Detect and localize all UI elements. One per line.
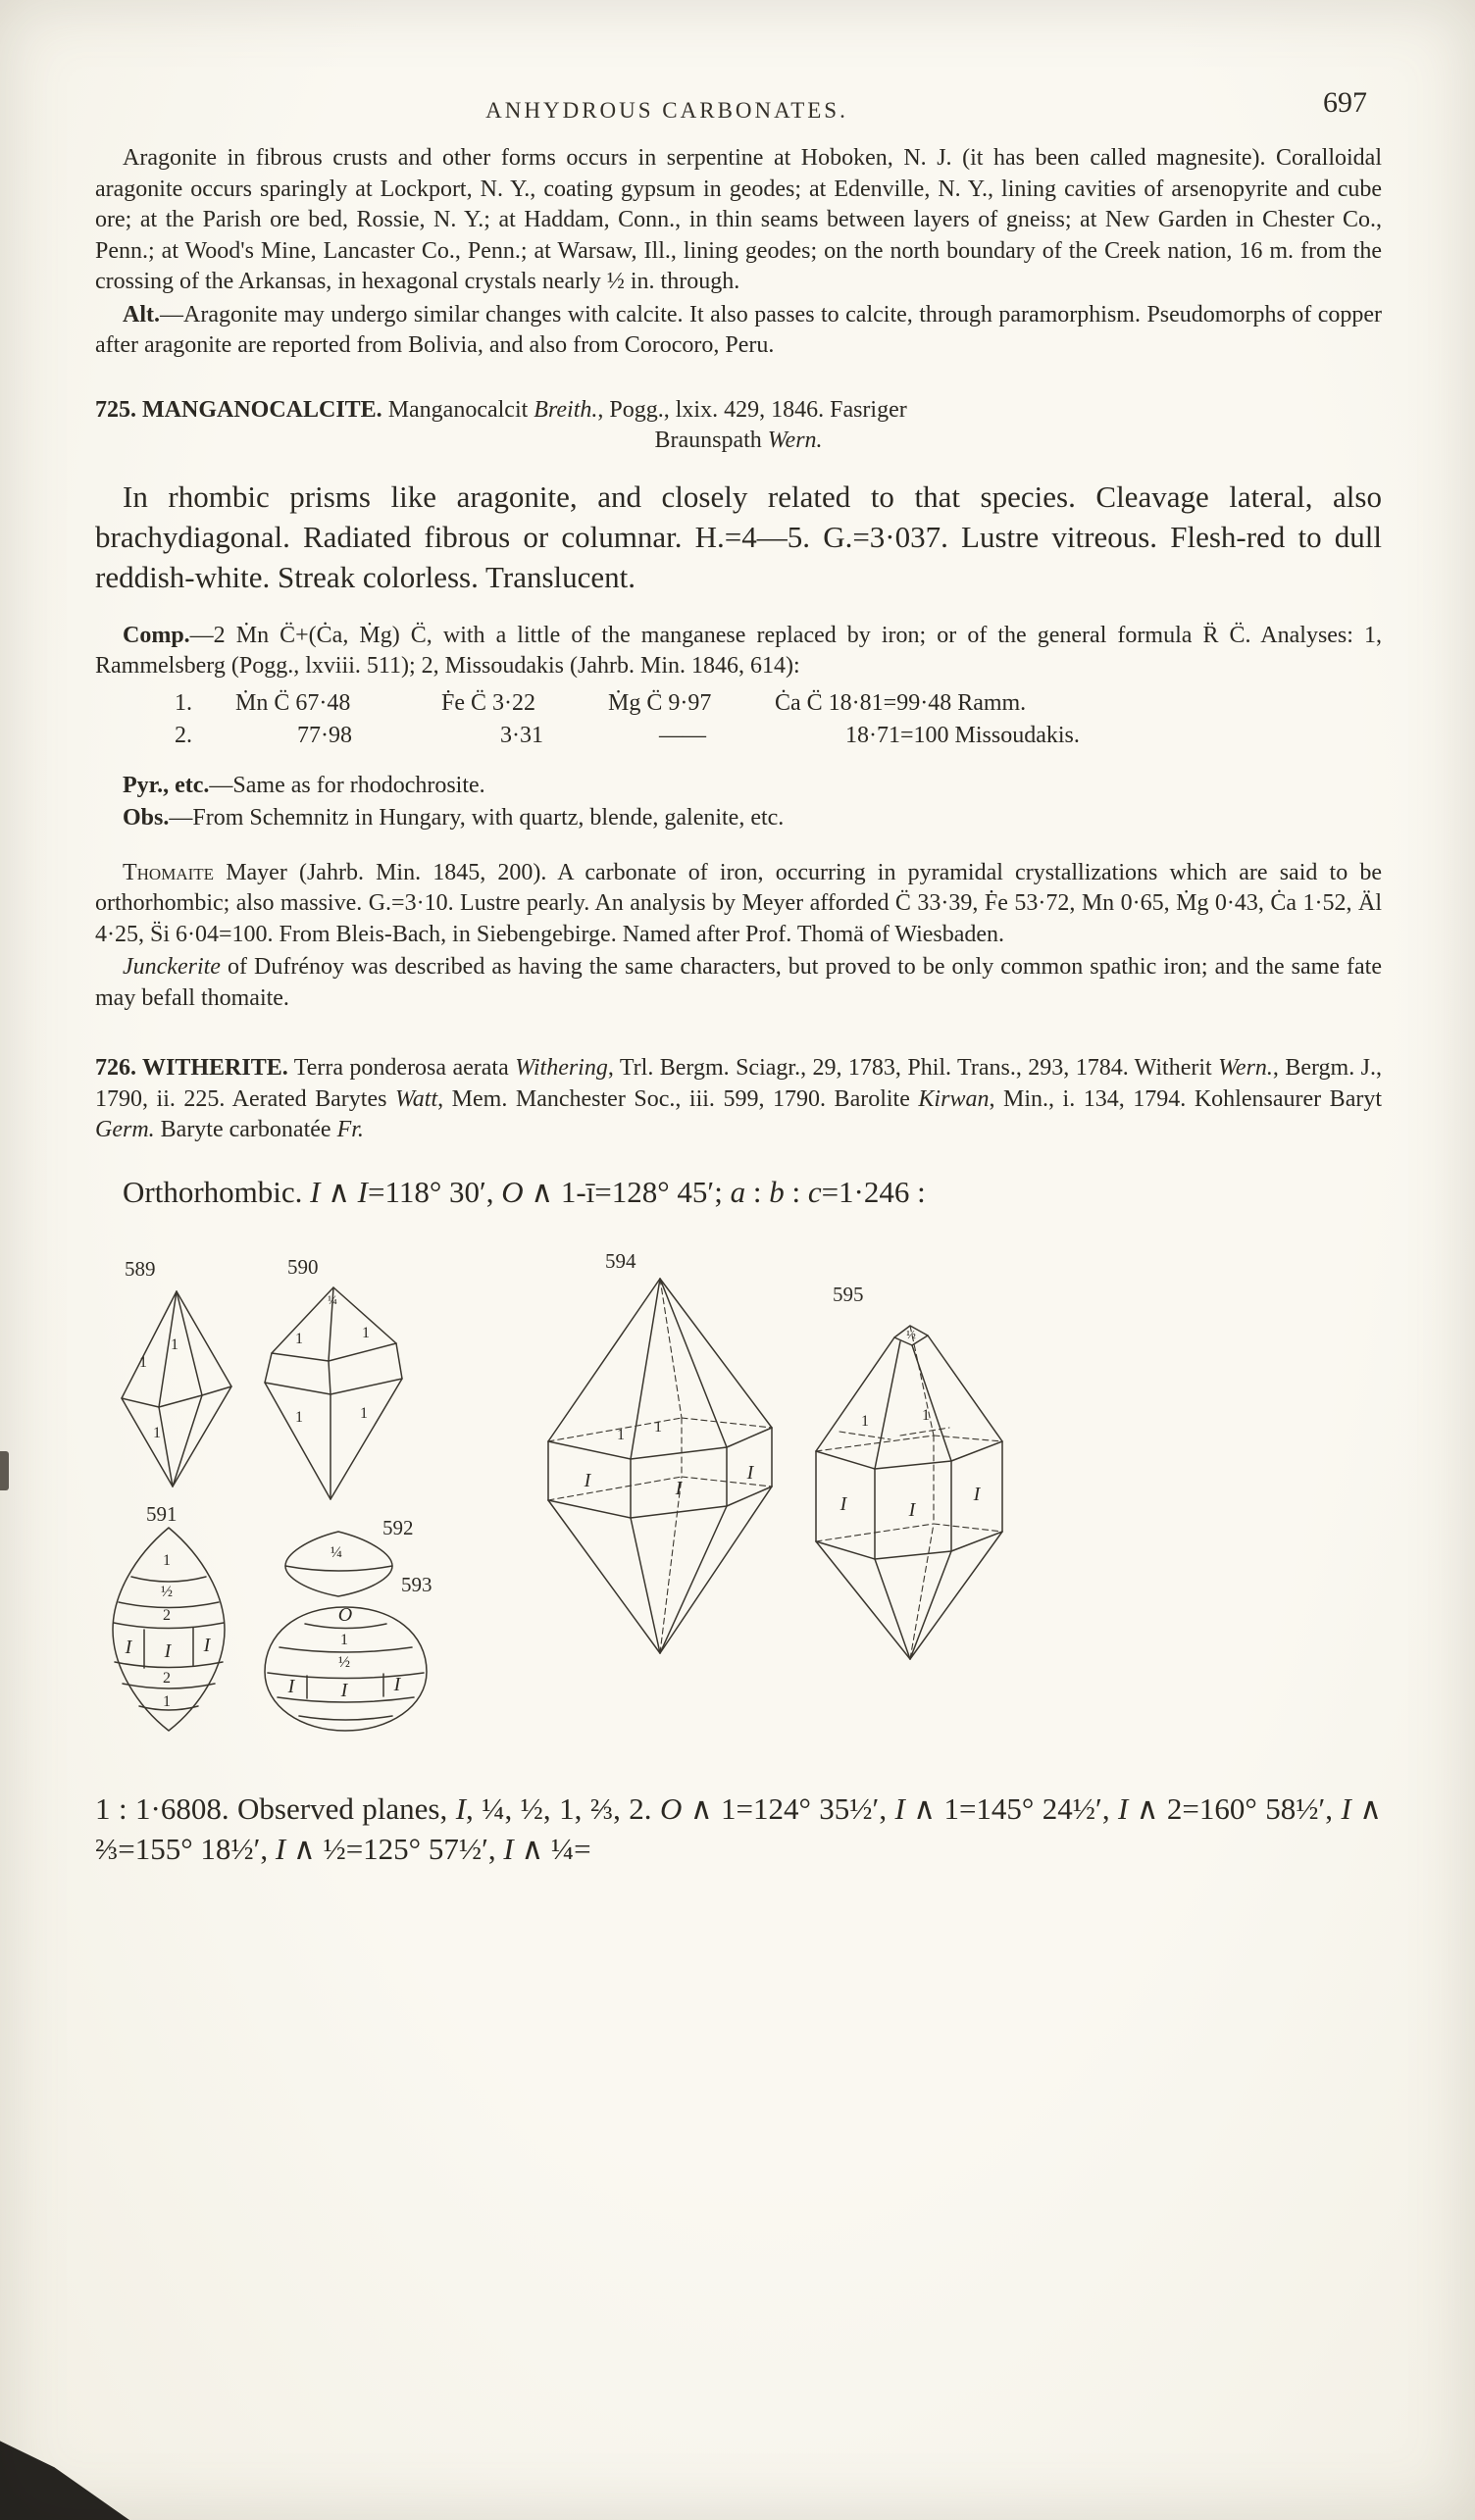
face-label: 1	[340, 1631, 348, 1648]
page-number: 697	[1323, 86, 1367, 119]
face-label: 1	[654, 1418, 662, 1436]
crystal-drawing-595	[804, 1312, 1015, 1670]
text-column	[95, 143, 1382, 1869]
crystal-drawing-593	[250, 1600, 441, 1738]
analysis-row-2	[95, 723, 1382, 754]
crystal-edges	[122, 1291, 231, 1487]
manganocalcite-obs: Obs.—From Schemnitz in Hungary, with quartz, blende, galenite, etc.	[123, 805, 785, 831]
figure-number-595: 595	[833, 1282, 864, 1306]
face-label: 1	[922, 1406, 930, 1424]
face-labels	[331, 1544, 342, 1561]
analyses-table	[95, 690, 1382, 759]
crystal-figure-592	[278, 1528, 400, 1601]
scan-corner-artifact	[0, 2410, 129, 2520]
crystal-edges	[285, 1532, 392, 1596]
analysis-cell: 2.	[175, 722, 192, 748]
crystal-figures-region	[95, 1232, 1382, 1761]
analysis-cell: Ċa C̈ 18·81=99·48 Ramm.	[775, 689, 1027, 716]
face-label: 1	[171, 1336, 178, 1353]
face-label: I	[584, 1469, 591, 1491]
face-labels	[839, 1327, 982, 1521]
manganocalcite-heading	[95, 395, 1382, 457]
crystal-figure-595	[804, 1312, 1015, 1670]
face-label: I	[746, 1461, 754, 1484]
face-label: 1	[163, 1551, 171, 1569]
crystal-drawing-592	[278, 1528, 400, 1601]
crystal-figure-590	[250, 1283, 417, 1503]
analysis-cell: Ḟe C̈ 3·22	[441, 689, 535, 716]
analysis-cell: Ṁg C̈ 9·97	[608, 689, 712, 716]
face-label: ½	[161, 1583, 173, 1600]
face-label: 1	[163, 1692, 171, 1710]
manganocalcite-description: In rhombic prisms like aragonite, and closely related to that species. Cleavage lateral, also brachydiagonal. Radiated fibrous or columnar. H.=4—5. G.=3·037. Lustre vitreous. Flesh-red to dull reddish-white. Streak colorless. Translucent.	[95, 479, 1382, 594]
figure-number-594: 594	[605, 1248, 636, 1273]
face-label: I	[287, 1675, 295, 1697]
figure-number-590: 590	[287, 1254, 319, 1279]
face-label: I	[973, 1483, 981, 1505]
running-header: ANHYDROUS CARBONATES.	[485, 98, 848, 123]
manganocalcite-composition: Comp.—2 Ṁn C̈+(Ċa, Ṁg) C̈, with a little of the manganese replaced by iron; or of the general formula R̈ C̈. Analyses: 1, Rammelsberg (Pogg., lxviii. 511); 2, Missoudakis (Jahrb. Min. 1846, 614):	[95, 622, 1382, 679]
witherite-heading: 726. WITHERITE. Terra ponderosa aerata Withering, Trl. Bergm. Sciagr., 29, 1783, Phil. Trans., 293, 1784. Witherit Wern., Bergm. J., 1790, ii. 225. Aerated Barytes Watt, Mem. Manchester Soc., iii. 599, 1790. Barolite Kirwan, Min., i. 134, 1794. Kohlensaurer Baryt Germ. Baryte carbonatée Fr.	[95, 1055, 1383, 1142]
crystal-drawing-594	[534, 1273, 785, 1660]
figure-number-592: 592	[382, 1515, 414, 1539]
crystal-figure-593	[250, 1600, 441, 1738]
analysis-cell: 3·31	[500, 722, 543, 748]
aragonite-alteration-paragraph: Alt.—Aragonite may undergo similar changes with calcite. It also passes to calcite, through paramorphism. Pseudomorphs of copper after aragonite are reported from Bolivia, and also from Corocoro, Peru.	[95, 301, 1382, 358]
crystal-drawing-589	[108, 1288, 245, 1489]
crystal-edges	[548, 1279, 772, 1653]
face-label: ½	[906, 1326, 916, 1341]
crystal-drawing-591	[98, 1524, 240, 1735]
analysis-cell: ——	[659, 722, 706, 748]
crystal-figure-594	[534, 1273, 785, 1660]
manganocalcite-heading-line2: Braunspath Wern.	[654, 428, 823, 453]
analysis-cell: 77·98	[297, 722, 352, 748]
face-label: 1	[295, 1330, 303, 1347]
manganocalcite-heading-line1: 725. MANGANOCALCITE. Manganocalcit Breith., Pogg., lxix. 429, 1846. Fasriger	[95, 396, 907, 423]
face-label: 2	[163, 1606, 171, 1624]
face-label: I	[125, 1636, 132, 1658]
face-label: 1	[617, 1426, 625, 1443]
witherite-crystallography-line: Orthorhombic. I ∧ I=118° 30′, O ∧ 1-ī=128° 45′; a : b : c=1·246 :	[123, 1174, 926, 1209]
face-label: I	[164, 1639, 172, 1662]
face-label: 1	[295, 1408, 303, 1426]
scan-edge-artifact	[0, 1451, 9, 1490]
figure-number-593: 593	[401, 1572, 432, 1596]
face-label: 1	[861, 1412, 869, 1430]
manganocalcite-pyr: Pyr., etc.—Same as for rhodochrosite.	[123, 772, 485, 798]
junckerite-paragraph: Junckerite of Dufrénoy was described as having the same characters, but proved to be only common spathic iron; and the same fate may befall thomaite.	[95, 954, 1382, 1011]
crystal-drawing-590	[250, 1283, 417, 1503]
face-label: ¼	[331, 1543, 342, 1561]
witherite-angles-paragraph: 1 : 1·6808. Observed planes, I, ¼, ½, 1, ⅔, 2. O ∧ 1=124° 35½′, I ∧ 1=145° 24½′, I ∧ 2=160° 58½′, I ∧ ⅔=155° 18½′, I ∧ ½=125° 57½′, I ∧ ¼=	[95, 1790, 1382, 1866]
crystal-edges	[265, 1287, 402, 1499]
face-label: I	[393, 1673, 401, 1695]
aragonite-localities-paragraph: Aragonite in fibrous crusts and other forms occurs in serpentine at Hoboken, N. J. (it has been called magnesite). Coralloidal aragonite occurs sparingly at Lockport, N. Y., coating gypsum in geodes; at Edenville, N. Y., lining cavities of arsenopyrite and cube ore; at the Parish ore bed, Rossie, N. Y.; at Haddam, Conn., in thin seams between layers of gneiss; at New Garden in Chester Co., Penn.; at Wood's Mine, Lancaster Co., Penn.; at Warsaw, Ill., lining geodes; on the north boundary of the Creek nation, 16 m. from the crossing of the Arkansas, in hexagonal crystals nearly ½ in. through.	[95, 145, 1382, 294]
face-label: ¼	[328, 1291, 337, 1307]
face-label: I	[839, 1492, 847, 1515]
face-label: 1	[360, 1404, 368, 1422]
face-label: I	[203, 1634, 211, 1656]
analysis-cell: 1.	[175, 689, 192, 716]
face-label: 1	[153, 1424, 161, 1441]
face-label: 2	[163, 1669, 171, 1687]
face-label: I	[675, 1477, 683, 1499]
face-label: I	[340, 1679, 348, 1701]
crystal-figure-591	[98, 1524, 240, 1735]
crystal-figure-589	[108, 1288, 245, 1489]
face-label: I	[908, 1498, 916, 1521]
analysis-cell: Ṁn C̈ 67·48	[235, 689, 351, 716]
face-label: 1	[139, 1353, 147, 1371]
face-label: ½	[338, 1653, 350, 1671]
thomaite-paragraph: Thomaite Mayer (Jahrb. Min. 1845, 200). A carbonate of iron, occurring in pyramidal crystallizations which are said to be orthorhombic; also massive. G.=3·10. Lustre pearly. An analysis by Meyer afforded C̈ 33·39, Ḟe 53·72, Mn 0·65, Ṁg 0·43, Ċa 1·52, Äl 4·25, S̈i 6·04=100. From Bleis-Bach, in Siebengebirge. Named after Prof. Thomä of Wiesbaden.	[95, 859, 1382, 947]
analysis-row-1	[95, 690, 1382, 722]
analysis-cell: 18·71=100 Missoudakis.	[845, 722, 1080, 748]
face-label: O	[337, 1603, 353, 1626]
face-label: 1	[362, 1324, 370, 1341]
figure-number-591: 591	[146, 1501, 178, 1526]
figure-number-589: 589	[125, 1256, 156, 1281]
